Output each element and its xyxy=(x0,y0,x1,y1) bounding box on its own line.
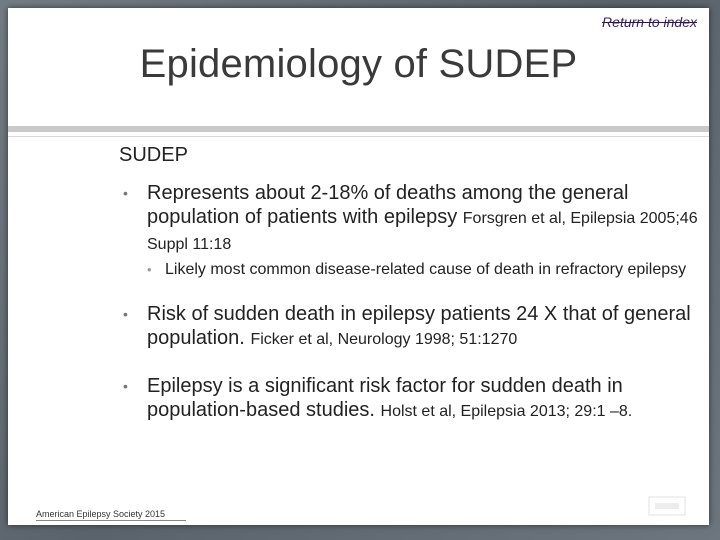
bullet-citation: Forsgren et al, Epilepsia 2005;46 Suppl 11:18 xyxy=(147,210,698,253)
footer-divider xyxy=(36,520,186,521)
bullet-text: Epilepsy is a significant risk factor for sudden death in population-based studies. xyxy=(147,375,623,421)
title-divider-thin xyxy=(8,136,709,137)
title-divider xyxy=(8,126,709,132)
sub-bullet-list xyxy=(147,259,699,280)
bullet-item xyxy=(119,181,699,280)
bullet-text: Risk of sudden death in epilepsy patients 24 X that of general population. xyxy=(147,303,691,349)
slide-title: Epidemiology of SUDEP xyxy=(139,42,578,86)
watermark-icon xyxy=(647,495,687,517)
bullet-citation: Holst et al, Epilepsia 2013; 29:1 –8. xyxy=(380,403,633,420)
bullet-text: Represents about 2-18% of deaths among the general population of patients with epilepsy xyxy=(147,182,629,228)
bullet-citation: Ficker et al, Neurology 1998; 51:1270 xyxy=(250,331,518,348)
section-heading: SUDEP xyxy=(119,144,188,166)
sub-bullet-item: • Likely most common disease-related cause of death in refractory epilepsy xyxy=(147,259,699,280)
slide xyxy=(8,8,709,525)
footer-text: American Epilepsy Society 2015 xyxy=(36,509,166,519)
return-to-index-link[interactable]: Return to index xyxy=(602,14,697,30)
bullet-item xyxy=(119,302,699,352)
slide-body xyxy=(119,144,699,446)
bullet-list xyxy=(119,181,699,424)
bullet-item xyxy=(119,374,699,424)
